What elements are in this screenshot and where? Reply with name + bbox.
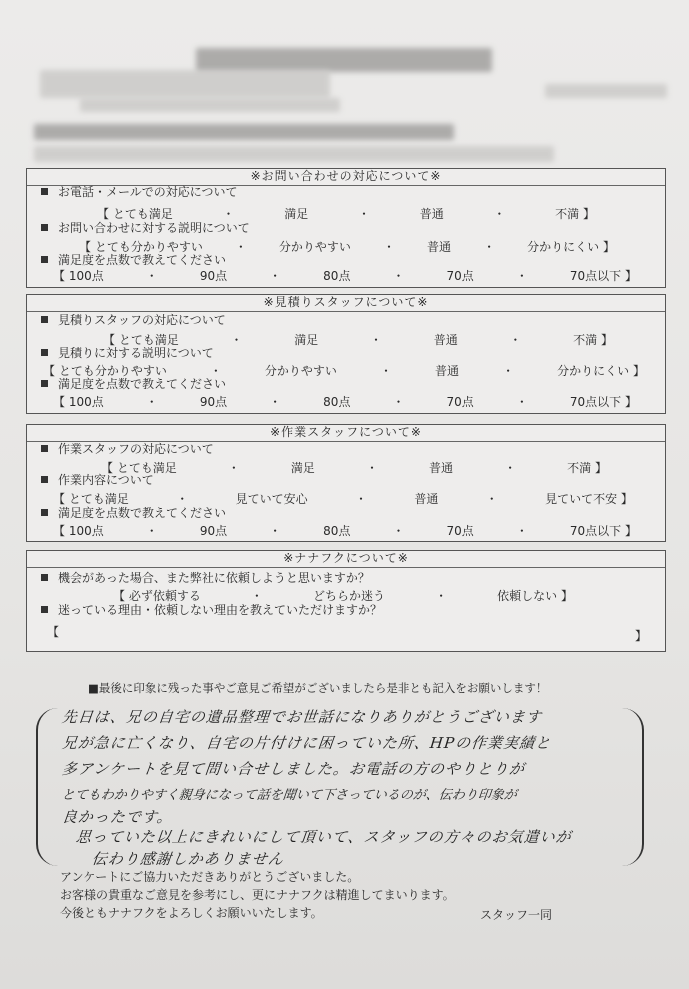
- option-label: 必ず依頼する: [128, 589, 201, 603]
- question-text: 迷っている理由・依頼しない理由を教えていただけますか？: [58, 603, 383, 617]
- option-label: 90点: [199, 395, 228, 409]
- option-label: 不満: [555, 207, 580, 221]
- options-row: 【 100点 ・ 90点 ・ 80点 ・ 70点 ・ 70点以下 】: [53, 524, 637, 538]
- option-label: 普通: [429, 461, 454, 475]
- section-inquiry: [26, 168, 666, 288]
- option-label: 満足: [284, 207, 309, 221]
- question-text: 見積りスタッフの対応について: [58, 313, 226, 327]
- options-row: 【 必ず依頼する ・ どちらか迷う ・ 依頼しない 】: [113, 589, 573, 603]
- option-label: どちらか迷う: [312, 589, 385, 603]
- section-work-staff: [26, 424, 666, 542]
- header-redacted-line: [80, 98, 340, 112]
- option-label: 80点: [323, 524, 351, 538]
- option-label: 普通: [427, 240, 452, 254]
- option-label: 80点: [323, 395, 351, 409]
- option-label: 70点: [446, 524, 474, 538]
- option-label: 普通: [414, 492, 439, 506]
- option-label: とても分かりやすい: [58, 364, 167, 378]
- option-label: 満足: [294, 333, 319, 347]
- option-label: 70点: [446, 269, 474, 283]
- option-label: 普通: [419, 207, 444, 221]
- question: [41, 183, 238, 200]
- option-label: 70点: [446, 395, 474, 409]
- option-label: 普通: [433, 333, 458, 347]
- option-label: 分かりやすい: [278, 240, 351, 254]
- option-label: 分かりにくい: [557, 364, 630, 378]
- question-text: 見積りに対する説明について: [58, 346, 214, 360]
- thanks-line: 今後ともナナフクをよろしくお願いいたします。: [60, 906, 323, 920]
- option-label: 分かりやすい: [264, 364, 337, 378]
- handwritten-line: 兄が急に亡くなり、自宅の片付けに困っていた所、HPの作業実績と: [61, 734, 553, 752]
- header-redacted-date: [545, 84, 667, 98]
- section-title: ※作業スタッフについて※: [27, 424, 665, 442]
- signature: スタッフ一同: [480, 908, 553, 922]
- options-row: 【 とても分かりやすい ・ 分かりやすい ・ 普通 ・ 分かりにくい 】: [43, 364, 645, 378]
- option-label: 見ていて不安: [545, 492, 618, 506]
- question: [41, 601, 382, 618]
- option-label: 普通: [435, 364, 460, 378]
- answer-bracket-close: 】: [634, 629, 647, 643]
- option-label: とても満足: [68, 492, 129, 506]
- section-title: ※ナナフクについて※: [27, 550, 665, 568]
- option-label: 不満: [573, 333, 598, 347]
- option-label: とても満足: [112, 207, 173, 221]
- section-title: ※見積りスタッフについて※: [27, 294, 665, 312]
- handwritten-line: 先日は、兄の自宅の遺品整理でお世話になりありがとうございます: [61, 708, 543, 726]
- question-text: 満足度を点数で教えてください: [58, 506, 227, 520]
- section-estimate-staff: [26, 294, 666, 414]
- handwritten-line: 良かったです。: [61, 808, 174, 826]
- question-text: 作業スタッフの対応について: [58, 442, 214, 456]
- question-text: お電話・メールでの対応について: [58, 185, 238, 199]
- question: [41, 344, 214, 361]
- options-row: 【 とても分かりやすい ・ 分かりやすい ・ 普通 ・ 分かりにくい 】: [79, 240, 615, 254]
- option-label: 70点以下: [569, 395, 622, 409]
- question: [41, 471, 154, 488]
- option-label: 90点: [199, 524, 228, 538]
- options-row: 【 とても満足 ・ 満足 ・ 普通 ・ 不満 】: [101, 461, 607, 475]
- question: [41, 311, 226, 328]
- thanks-line: アンケートにご協力いただきありがとうございました。: [60, 870, 360, 884]
- question: [41, 251, 226, 268]
- question-text: お問い合わせに対する説明について: [58, 221, 250, 235]
- option-label: 100点: [68, 269, 104, 283]
- header-redacted-line: [34, 146, 554, 162]
- options-row: 【 とても満足 ・ 見ていて安心 ・ 普通 ・ 見ていて不安 】: [53, 492, 633, 506]
- options-row: 【 とても満足 ・ 満足 ・ 普通 ・ 不満 】: [97, 207, 595, 221]
- handwritten-line: とてもわかりやすく親身になって話を聞いて下さっているのが、伝わり印象が: [61, 788, 518, 803]
- handwritten-line: 思っていた以上にきれいにして頂いて、スタッフの方々のお気遣いが: [75, 828, 573, 846]
- question: [41, 375, 226, 392]
- question: [41, 569, 370, 586]
- option-label: 不満: [567, 461, 592, 475]
- option-label: 100点: [68, 395, 104, 409]
- options-row: 【 100点 ・ 90点 ・ 80点 ・ 70点 ・ 70点以下 】: [53, 395, 637, 409]
- section-title: ※お問い合わせの対応について※: [27, 168, 665, 186]
- handwritten-line: 多アンケートを見て問い合せしました。お電話の方のやりとりが: [61, 760, 527, 778]
- question: [41, 504, 226, 521]
- option-label: 80点: [323, 269, 351, 283]
- header-redacted-line: [40, 70, 330, 98]
- question-text: 作業内容について: [58, 473, 154, 487]
- question-text: 機会があった場合、また弊社に依頼しようと思いますか？: [58, 571, 370, 585]
- question-text: 満足度を点数で教えてください: [58, 253, 227, 267]
- option-label: 依頼しない: [497, 589, 558, 603]
- option-label: 90点: [199, 269, 228, 283]
- option-label: とても分かりやすい: [94, 240, 203, 254]
- options-row: 【 100点 ・ 90点 ・ 80点 ・ 70点 ・ 70点以下 】: [53, 269, 637, 283]
- question: [41, 440, 214, 457]
- thanks-line: お客様の貴重なご意見を参考にし、更にナナフクは精進してまいります。: [60, 888, 455, 902]
- option-label: 100点: [68, 524, 104, 538]
- option-label: 70点以下: [569, 524, 622, 538]
- section-nanafuku: [26, 550, 666, 652]
- question-text: 満足度を点数で教えてください: [58, 377, 227, 391]
- option-label: 70点以下: [569, 269, 622, 283]
- comment-prompt: ■最後に印象に残った事やご意見ご希望がございましたら是非とも記入をお願いします！: [88, 681, 548, 695]
- answer-bracket-open: 【: [47, 625, 60, 639]
- question: [41, 219, 250, 236]
- header-redacted-line: [34, 124, 454, 140]
- option-label: とても満足: [116, 461, 177, 475]
- option-label: 満足: [290, 461, 315, 475]
- options-row: 【 とても満足 ・ 満足 ・ 普通 ・ 不満 】: [103, 333, 613, 347]
- handwritten-line: 伝わり感謝しかありません: [91, 850, 285, 868]
- header-title: [196, 48, 492, 72]
- option-label: 見ていて安心: [235, 492, 308, 506]
- option-label: とても満足: [118, 333, 179, 347]
- option-label: 分かりにくい: [527, 240, 600, 254]
